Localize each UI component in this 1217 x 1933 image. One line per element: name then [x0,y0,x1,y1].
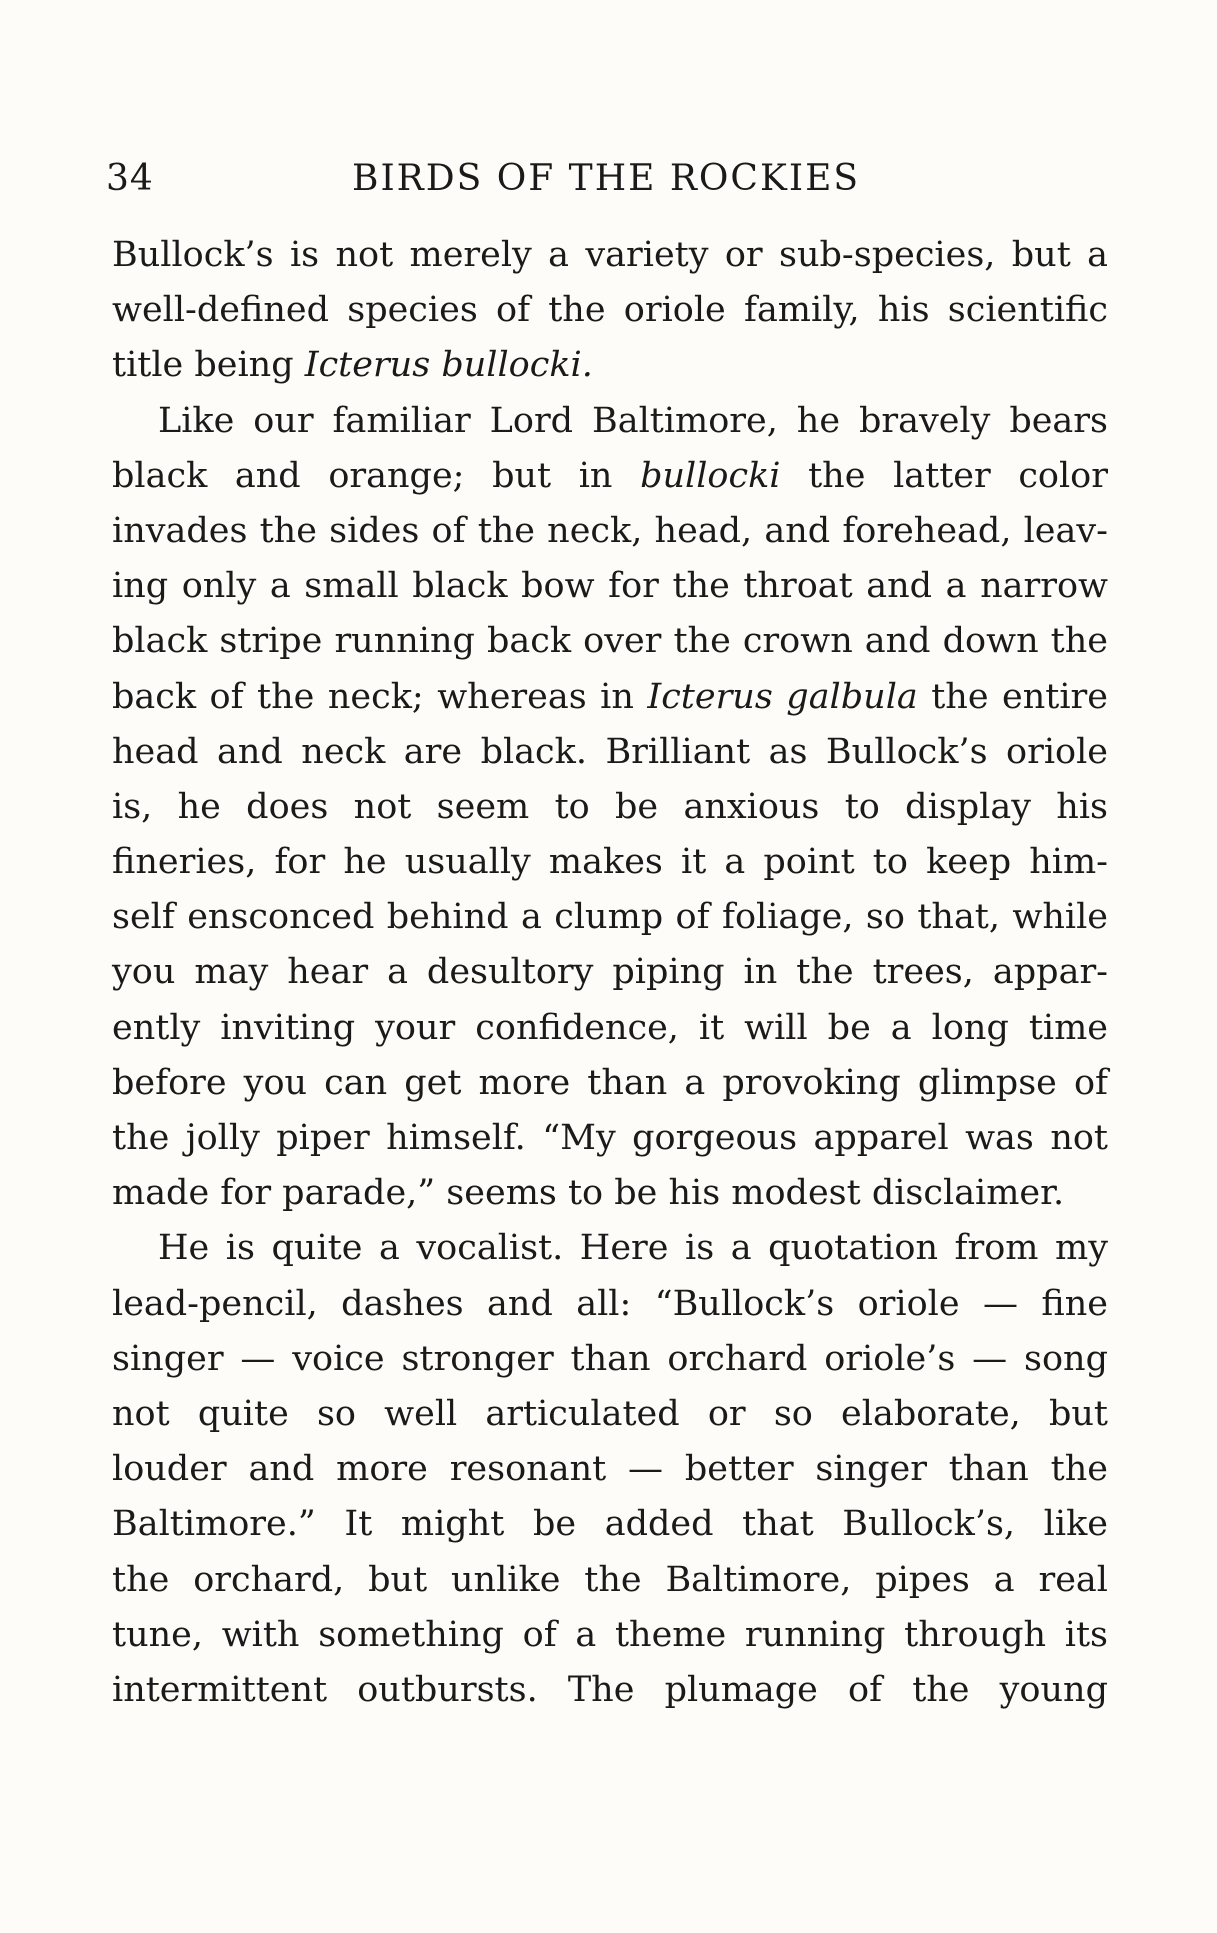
text-line: you may hear a desultory piping in the trees, appar- [112,952,1108,993]
text-line: not quite so well articulated or so elaborate, but [112,1393,1108,1434]
paragraph-start-line: He is quite a vocalist. Here is a quotation from my [158,1228,1108,1269]
page-header [106,158,1106,208]
text-line: well-defined species of the oriole family, his scientific [112,290,1108,331]
scientific-name: Icterus galbula [647,676,918,717]
text-line: before you can get more than a provoking glimpse of [112,1062,1108,1103]
scientific-name: Icterus bullocki. [304,345,593,386]
text-line: black stripe running back over the crown and down the [112,621,1108,662]
text-line [112,449,1108,504]
text-line: ing only a small black bow for the throat and a narrow [112,566,1108,607]
text-segment: the latter color [780,455,1108,496]
text-line: Baltimore.” It might be added that Bullock’s, like [112,1504,1108,1545]
body-text [112,228,1108,1718]
text-line: made for parade,” seems to be his modest disclaimer. [112,1173,1065,1214]
text-segment: title being [112,345,305,386]
text-line: lead-pencil, dashes and all: “Bullock’s oriole — fine [112,1283,1108,1324]
text-line [112,670,1108,725]
running-title: BIRDS OF THE ROCKIES [352,158,861,199]
text-segment: back of the neck; whereas in [112,676,648,717]
text-segment: the entire [917,676,1108,717]
text-line: Bullock’s is not merely a variety or sub-species, but a [112,235,1108,275]
scientific-name: bullocki [640,455,781,496]
text-line: the jolly piper himself. “My gorgeous apparel was not [112,1118,1108,1158]
text-line: invades the sides of the neck, head, and forehead, leav- [112,510,1108,551]
text-line [112,338,1108,393]
text-line: is, he does not seem to be anxious to display his [112,786,1108,827]
page-number: 34 [106,158,154,199]
paragraph-start-line: Like our familiar Lord Baltimore, he bravely bears [158,400,1108,441]
text-line: the orchard, but unlike the Baltimore, pipes a real [112,1559,1108,1600]
text-line: singer — voice stronger than orchard oriole’s — song [112,1338,1108,1379]
text-line: self ensconced behind a clump of foliage, so that, while [112,897,1108,938]
text-line: head and neck are black. Brilliant as Bullock’s oriole [112,731,1108,772]
text-line: intermittent outbursts. The plumage of the young [112,1669,1108,1710]
text-line: tune, with something of a theme running through its [112,1614,1108,1655]
text-segment: black and orange; but in [112,455,641,496]
text-line: ently inviting your confidence, it will be a long time [112,1007,1108,1048]
text-line: fineries, for he usually makes it a point to keep him- [112,842,1108,883]
text-line: louder and more resonant — better singer than the [112,1449,1108,1490]
